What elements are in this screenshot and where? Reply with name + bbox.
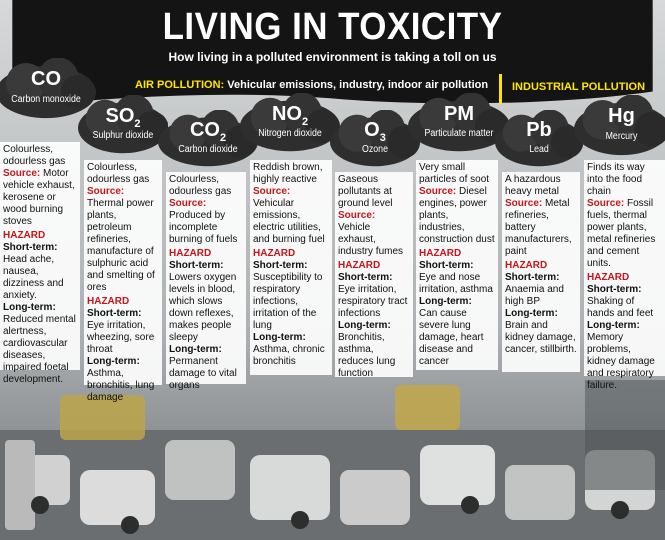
subtitle: How living in a polluted environment is taking a toll on us: [168, 50, 497, 64]
symbol-text: O: [364, 119, 380, 142]
short-term-text: Shaking of hands and feet: [587, 296, 654, 319]
symbol-subscript: 3: [379, 132, 386, 145]
source-label: Source:: [87, 186, 125, 197]
hazard-label: HAZARD: [338, 260, 381, 271]
pollutant-cloud: [78, 95, 168, 155]
symbol-text: PM: [444, 102, 474, 125]
pollutant-info: [250, 160, 332, 375]
source-label: Source:: [338, 210, 376, 221]
short-term-label: Short-term:: [87, 308, 142, 319]
pollutant-name: Ozone: [362, 143, 388, 155]
symbol-text: CO: [31, 67, 61, 90]
pollutant-cloud: [495, 110, 583, 168]
long-term-text: Asthma, chronic bronchitis: [253, 344, 325, 367]
source-text: Motor vehicle exhaust, kerosene or wood burning stoves: [3, 168, 75, 227]
short-term-label: Short-term:: [587, 284, 642, 295]
source-text: Produced by incomplete burning of fuels: [169, 210, 238, 245]
long-term-label: Long-term:: [3, 302, 56, 313]
symbol-subscript: 2: [219, 132, 227, 145]
short-term-text: Eye irritation, respiratory tract infections: [338, 284, 408, 319]
pollutant-name: Particulate matter: [424, 127, 494, 139]
short-term-text: Anaemia and high BP: [505, 284, 564, 307]
long-term-text: Asthma, bronchitis, lung damage: [87, 368, 155, 403]
description: A hazardous heavy metal: [505, 174, 561, 197]
hazard-label: HAZARD: [3, 230, 46, 241]
hazard-label: HAZARD: [505, 260, 548, 271]
hazard-label: HAZARD: [419, 248, 462, 259]
description: Colourless, odourless gas: [87, 162, 150, 185]
pollutant-info: [584, 160, 665, 391]
source: [419, 186, 495, 246]
description: Reddish brown, highly reactive: [253, 162, 323, 185]
air-pollution-heading: AIR POLLUTION:: [135, 79, 225, 91]
long-term-label: Long-term:: [505, 308, 558, 319]
air-pollution-sources: Vehicular emissions, industry, indoor air pollution: [227, 79, 489, 91]
pollutant-symbol: [240, 103, 340, 128]
symbol-text: NO: [271, 102, 302, 125]
source-label: Source:: [3, 168, 44, 179]
source: [338, 210, 410, 258]
source-text: Diesel engines, power plants, industries, construction dust: [419, 186, 495, 245]
long-term-text: Brain and kidney damage, cancer, stillbirth.: [505, 320, 577, 355]
source: [87, 186, 159, 294]
pollutant-cloud: [240, 93, 340, 153]
pollutant-cloud: [574, 95, 665, 157]
hazard-label: HAZARD: [169, 248, 212, 259]
symbol-text: Pb: [526, 119, 552, 142]
pollutant-info: [0, 142, 80, 385]
source: [169, 198, 243, 246]
hazard-label: HAZARD: [587, 272, 630, 283]
source-label: Source:: [253, 186, 291, 197]
pollutant-info: [166, 172, 246, 391]
pollutant-name: Sulphur dioxide: [92, 129, 154, 141]
description: Colourless, odourless gas: [169, 174, 232, 197]
industrial-pollution-label: [512, 81, 645, 93]
long-term-label: Long-term:: [419, 296, 472, 307]
pollutant-symbol: [78, 105, 168, 130]
pollutant-symbol: [330, 119, 420, 144]
long-term-label: Long-term:: [253, 332, 306, 343]
pollutant-name: Carbon dioxide: [178, 143, 238, 155]
industrial-pollution-heading: INDUSTRIAL POLLUTION: [512, 81, 646, 93]
short-term-text: Eye and nose irritation, asthma: [419, 272, 493, 295]
source-text: Vehicular emissions, electric utilities, and burning fuel: [253, 198, 325, 245]
description: Gaseous pollutants at ground level: [338, 174, 393, 209]
long-term-label: Long-term:: [169, 344, 222, 355]
short-term-text: Head ache, nausea, dizziness and anxiety.: [3, 254, 64, 301]
long-term-text: Permanent damage to vital organs: [169, 356, 237, 391]
short-term-label: Short-term:: [169, 260, 224, 271]
long-term-text: Can cause severe lung damage, heart disease and cancer: [419, 308, 484, 367]
pollutant-name: Carbon monoxide: [11, 93, 81, 105]
source: [3, 168, 77, 228]
pollutant-info: [502, 172, 580, 372]
short-term-text: Susceptibility to respiratory infections, irritation of the lung: [253, 272, 323, 331]
description: Finds its way into the food chain: [587, 162, 645, 197]
source-label: Source:: [505, 198, 546, 209]
pollutant-symbol: [495, 119, 583, 142]
description: Colourless, odourless gas: [3, 144, 66, 167]
short-term-label: Short-term:: [338, 272, 393, 283]
short-term-label: Short-term:: [505, 272, 560, 283]
pollutant-name: Lead: [529, 143, 549, 155]
long-term-label: Long-term:: [587, 320, 640, 331]
short-term-label: Short-term:: [253, 260, 308, 271]
short-term-text: Eye irritation, wheezing, sore throat: [87, 320, 155, 355]
pollutant-symbol: [0, 68, 96, 91]
source-label: Source:: [419, 186, 460, 197]
long-term-label: Long-term:: [338, 320, 391, 331]
pollutant-cloud: [330, 110, 420, 168]
long-term-text: Memory problems, kidney damage and respiratory failure.: [587, 332, 655, 391]
pollutant-info: [416, 160, 498, 370]
short-term-text: Lowers oxygen levels in blood, which slows down reflexes, makes people sleepy: [169, 272, 237, 343]
source: [253, 186, 329, 246]
symbol-subscript: 2: [301, 115, 309, 128]
short-term-label: Short-term:: [419, 260, 474, 271]
hazard-label: HAZARD: [87, 296, 130, 307]
pollutant-info: [84, 160, 162, 403]
source-text: Vehicle exhaust, industry fumes: [338, 222, 404, 257]
long-term-label: Long-term:: [87, 356, 140, 367]
hazard-label: HAZARD: [253, 248, 296, 259]
short-term-label: Short-term:: [3, 242, 58, 253]
source-text: Thermal power plants, petroleum refineries, manufacture of sulphuric acid and smelting of ores: [87, 198, 155, 293]
air-pollution-label: [135, 79, 488, 91]
pollutant-name: Mercury: [605, 130, 638, 142]
long-term-text: Reduced mental alertness, cardiovascular diseases, impaired foetal development.: [3, 314, 76, 385]
pollutant-name: Nitrogen dioxide: [258, 127, 322, 139]
description: Very small particles of soot: [419, 162, 490, 185]
symbol-subscript: 2: [134, 117, 141, 130]
source: [587, 198, 662, 270]
source-text: Fossil fuels, thermal power plants, metal refineries and cement units.: [587, 198, 656, 269]
long-term-text: Bronchitis, asthma, reduces lung function: [338, 332, 396, 379]
symbol-text: CO: [189, 119, 220, 142]
pollutant-symbol: [574, 105, 665, 128]
symbol-text: Hg: [608, 104, 635, 127]
source-label: Source:: [169, 198, 207, 209]
page-title: LIVING IN TOXICITY: [162, 6, 503, 48]
pollutant-info: [335, 172, 413, 377]
source-label: Source:: [587, 198, 628, 209]
source: [505, 198, 577, 258]
source-text: Metal refineries, battery manufacturers, paint: [505, 198, 572, 257]
symbol-text: SO: [105, 104, 135, 127]
